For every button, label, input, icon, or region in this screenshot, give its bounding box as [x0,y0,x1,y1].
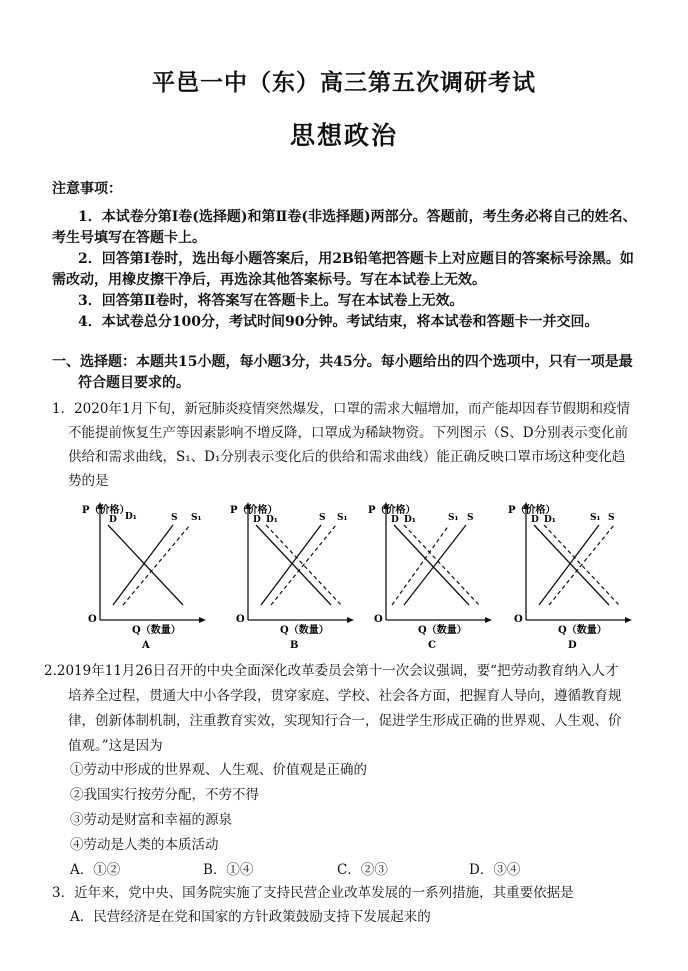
notice-item: 4．本试卷总分100分，考试时间90分钟。考试结束，将本试卷和答题卡一并交回。 [78,314,599,330]
q2-statement: ①劳动中形成的世界观、人生观、价值观是正确的 [70,762,367,778]
y-axis-label: P（价格） [82,505,130,516]
chart-b [226,500,356,650]
label-s1: S₁ [337,513,348,523]
label-s: S [171,513,178,523]
notice-item: 1．本试卷分第Ⅰ卷(选择题)和第Ⅱ卷(非选择题)两部分。答题前，考生务必将自己的姓名、 [78,209,637,225]
notice-heading: 注意事项： [52,181,122,197]
chart-a [78,500,208,650]
notice-item: 2．回答第Ⅰ卷时，选出每小题答案后，用2B铅笔把答题卡上对应题目的答案标号涂黑。如 [78,251,634,267]
curve-s [261,525,321,605]
origin-label: O [514,614,523,625]
chart-c [364,500,494,650]
q2-option-a[interactable]: A．①② [70,862,121,878]
curve-d [108,525,183,605]
x-axis-arrow [347,617,354,623]
curve-d [394,525,469,605]
curve-s [539,525,599,605]
notice-item: 3．回答第Ⅱ卷时，将答案写在答题卡上。写在本试卷上无效。 [78,293,464,309]
label-d1: D₁ [404,515,416,525]
q1-charts [78,500,658,650]
label-s: S [608,513,615,523]
notice-item: 需改动，用橡皮擦干净后，再选涂其他答案标号。写在本试卷上无效。 [52,272,486,288]
label-d1: D₁ [125,512,137,522]
curve-s [113,525,173,605]
label-s: S [319,513,326,523]
q1-stem-line: 1．2020年1月下旬，新冠肺炎疫情突然爆发，口罩的需求大幅增加，而产能却因春节假期和疫情 [52,401,631,417]
curve-s [404,525,466,605]
label-d: D [253,515,261,525]
q2-statement: ③劳动是财富和幸福的源泉 [70,812,232,828]
label-s1: S₁ [191,513,202,523]
label-d1: D₁ [544,515,556,525]
q2-stem-line: 2.2019年11月26日召开的中央全面深化改革委员会第十一次会议强调，要“把劳动教育纳入人才 [44,663,619,679]
label-d: D [531,515,539,525]
curve-d1 [404,525,479,605]
x-axis-label: Q（数量） [132,625,181,636]
y-axis-label: P（价格） [368,505,416,516]
curve-s1 [271,525,336,605]
x-axis-label: Q（数量） [280,625,329,636]
label-d: D [109,515,117,525]
y-axis-label: P（价格） [230,505,278,516]
chart-letter: D [568,640,577,650]
curve-s1 [392,525,449,605]
notice-item: 考生号填写在答题卡上。 [52,230,206,246]
q1-stem-line: 供给和需求曲线，S₁、D₁分别表示变化后的供给和需求曲线）能正确反映口罩市场这种变化趋 [68,449,626,465]
q2-stem-line: 律，创新体制机制，注重教育实效，实现知行合一，促进学生形成正确的世界观、人生观、价 [68,713,622,729]
q2-stem-line: 值观。”这是因为 [68,738,163,754]
label-s1: S₁ [590,513,601,523]
section-heading-cont: 符合题目要求的。 [78,375,190,391]
label-s: S [467,513,474,523]
q2-statement: ②我国实行按劳分配，不劳不得 [70,787,259,803]
curve-s1 [549,525,614,605]
q2-stem-line: 培养全过程，贯通大中小各学段，贯穿家庭、学校、社会各方面，把握育人导向，遵循教育规 [68,688,622,704]
curve-d [534,525,609,605]
curve-d [256,525,331,605]
chart-letter: A [142,640,150,650]
subject-title: 思想政治 [289,121,398,150]
q3-option-a[interactable]: A．民营经济是在党和国家的方针政策鼓励支持下发展起来的 [70,909,431,925]
chart-d [504,500,634,650]
q2-option-b[interactable]: B．①④ [203,862,254,878]
x-axis-arrow [625,617,632,623]
q2-statement: ④劳动是人类的本质活动 [70,837,219,853]
q2-option-d[interactable]: D．③④ [469,862,521,878]
label-d1: D₁ [266,515,278,525]
section-heading: 一、选择题：本题共15小题，每小题3分，共45分。每小题给出的四个选项中，只有一项是最 [52,354,633,370]
origin-label: O [236,614,245,625]
origin-label: O [374,614,383,625]
q3-stem: 3．近年来，党中央、国务院实施了支持民营企业改革发展的一系列措施，其重要依据是 [52,885,574,901]
q2-option-c[interactable]: C．②③ [337,862,388,878]
q1-stem-line: 势的是 [68,473,109,489]
label-s1: S₁ [448,513,459,523]
origin-label: O [88,614,97,625]
chart-letter: B [290,640,299,650]
x-axis-label: Q（数量） [418,625,467,636]
label-d: D [391,515,399,525]
x-axis-arrow [199,617,206,623]
x-axis-label: Q（数量） [558,625,607,636]
exam-title: 平邑一中（东）高三第五次调研考试 [152,69,536,96]
chart-letter: C [428,640,436,650]
x-axis-arrow [485,617,492,623]
y-axis-label: P（价格） [508,505,556,516]
curve-s1 [123,525,190,605]
q1-stem-line: 不能提前恢复生产等因素影响不增反降，口罩成为稀缺物资。下列图示（S、D分别表示变化前 [68,425,629,441]
